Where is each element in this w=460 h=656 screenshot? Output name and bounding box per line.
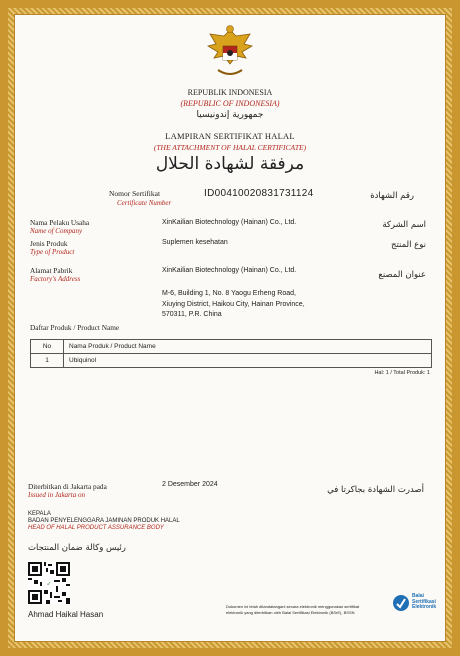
issued-label: Diterbitkan di Jakarta pada bbox=[28, 482, 107, 491]
column-header-name: Nama Produk / Product Name bbox=[64, 340, 432, 354]
product-type-label: Jenis Produk bbox=[30, 239, 68, 248]
certificate-paper bbox=[14, 14, 446, 642]
factory-address-line: M-6, Building 1, No. 8 Yaogu Erheng Road, bbox=[162, 290, 296, 297]
signatory-name: Ahmad Haikal Hasan bbox=[28, 610, 104, 619]
factory-label-en: Factory's Address bbox=[30, 275, 81, 283]
factory-label: Alamat Pabrik bbox=[30, 266, 73, 275]
table-row bbox=[31, 354, 432, 368]
company-value: XinKailian Biotechnology (Hainan) Co., Ltd. bbox=[162, 219, 297, 226]
product-table bbox=[30, 339, 432, 368]
republic-title: REPUBLIK INDONESIA bbox=[187, 88, 273, 97]
svg-text:✓: ✓ bbox=[46, 580, 52, 588]
factory-address-line: 570311, P.R. China bbox=[162, 311, 222, 318]
certificate-number-label-en: Certificate Number bbox=[117, 199, 172, 207]
certificate-number-label: Nomor Sertifikat bbox=[109, 189, 161, 198]
bsre-logo bbox=[392, 592, 437, 624]
product-type-label-ar: نوع المنتج bbox=[390, 240, 426, 250]
issued-date: 2 Desember 2024 bbox=[162, 481, 218, 488]
garuda-emblem-icon bbox=[204, 24, 256, 82]
table-cell-name: Ubiquinol bbox=[64, 354, 432, 368]
e-signature-note bbox=[226, 604, 386, 616]
bsre-logo-line: Sertifikasi bbox=[412, 598, 436, 605]
certificate-number-value: ID00410020831731124 bbox=[204, 188, 314, 199]
company-label: Nama Pelaku Usaha bbox=[30, 218, 90, 227]
signatory-title: KEPALA bbox=[28, 511, 51, 517]
factory-company-value: XinKailian Biotechnology (Hainan) Co., Ltd. bbox=[162, 267, 297, 274]
table-cell-no: 1 bbox=[31, 354, 64, 368]
product-table-header bbox=[31, 340, 432, 354]
document-title-en: (THE ATTACHMENT OF HALAL CERTIFICATE) bbox=[153, 143, 307, 152]
pagination-text: Hal: 1 / Total Produk: 1 bbox=[374, 370, 430, 376]
certificate-number-label-ar: رقم الشهادة bbox=[370, 191, 414, 201]
product-type-label-en: Type of Product bbox=[30, 248, 75, 256]
issued-label-ar: أصدرت الشهادة بجاكرتا في bbox=[327, 485, 424, 495]
factory-address-line: Xiuying District, Haikou City, Hainan Province, bbox=[162, 300, 305, 308]
bsre-logo-icon bbox=[392, 594, 410, 612]
product-list-title: Daftar Produk / Product Name bbox=[30, 323, 120, 332]
document-title-ar: مرفقة لشهادة الحلال bbox=[155, 154, 305, 174]
company-label-en: Name of Company bbox=[30, 227, 83, 235]
factory-label-ar: عنوان المصنع bbox=[378, 270, 426, 280]
issued-label-en: Issued in Jakarta on bbox=[28, 491, 85, 499]
signatory-agency: BADAN PENYELENGGARA JAMINAN PRODUK HALAL bbox=[28, 518, 180, 524]
factory-address bbox=[162, 289, 305, 321]
bsre-logo-text bbox=[412, 594, 436, 611]
signatory-agency-ar: رئيس وكالة ضمان المنتجات bbox=[28, 543, 126, 553]
republic-title-en: (REPUBLIC OF INDONESIA) bbox=[180, 99, 280, 108]
bsre-logo-line: Elektronik bbox=[412, 604, 437, 610]
republic-title-ar: جمهورية إندونيسيا bbox=[196, 110, 264, 120]
e-signature-note-line: elektronik yang diterbitkan oleh Balai Sertifikasi Elektronik (BSrE), BSSN bbox=[226, 610, 355, 615]
signatory-agency-en: HEAD OF HALAL PRODUCT ASSURANCE BODY bbox=[28, 525, 164, 531]
product-type-value: Suplemen kesehatan bbox=[162, 239, 228, 246]
e-signature-note-line: Dokumen ini telah ditandatangani secara elektronik menggunakan sertifikat bbox=[226, 604, 360, 609]
qr-code-icon bbox=[28, 562, 70, 604]
bsre-logo-line: Balai bbox=[412, 593, 424, 599]
document-title: LAMPIRAN SERTIFIKAT HALAL bbox=[165, 131, 295, 141]
company-label-ar: اسم الشركة bbox=[382, 220, 426, 230]
column-header-no: No bbox=[31, 340, 64, 354]
